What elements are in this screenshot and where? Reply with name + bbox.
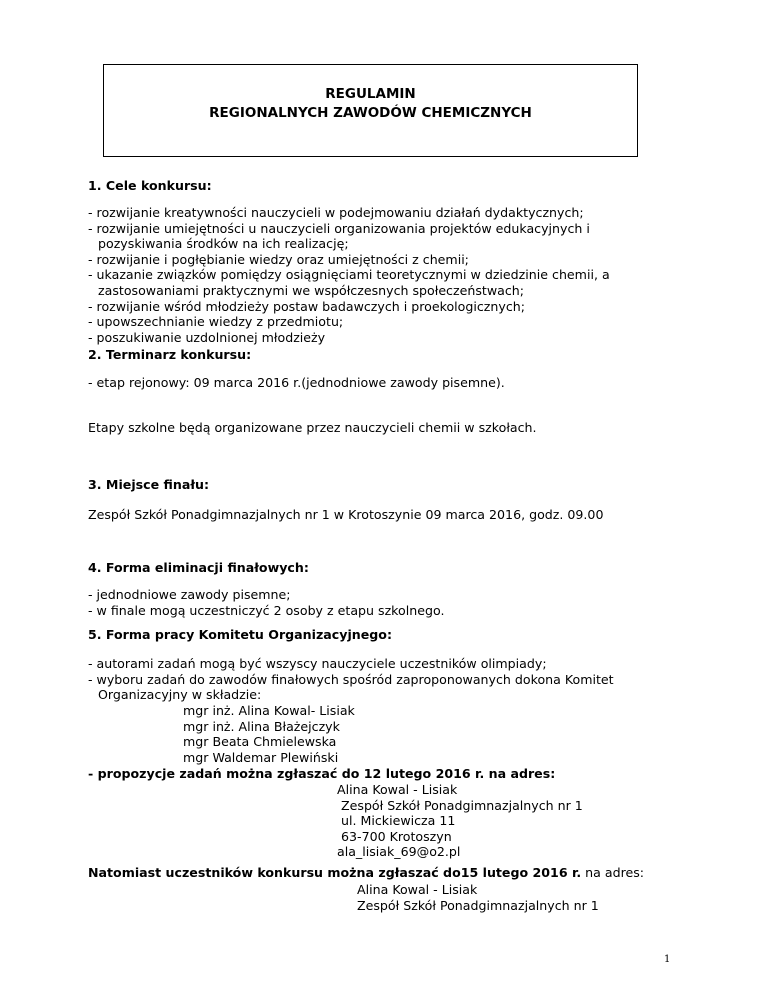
address-line: 63-700 Krotoszyn [337, 828, 452, 844]
address-line: Alina Kowal - Lisiak [357, 882, 478, 897]
committee-member: mgr inż. Alina Błażejczyk [183, 718, 340, 734]
section-1-list [88, 205, 698, 345]
page-number: 1 [664, 954, 671, 965]
committee-member: mgr inż. Alina Kowal- Lisiak [183, 703, 355, 718]
list-item: - w finale mogą uczestniczyć 2 osoby z etapu szkolnego. [88, 602, 445, 618]
section-2-heading: 2. Terminarz konkursu: [88, 347, 252, 362]
title-line-2: REGIONALNYCH ZAWODÓW CHEMICZNYCH [209, 105, 532, 121]
list-item: - upowszechnianie wiedzy z przedmiotu; [88, 314, 344, 330]
list-item: - ukazanie związków pomiędzy osiągnięciami teoretycznymi w dziedzinie chemii, a [88, 267, 610, 283]
list-item: pozyskiwania środków na ich realizację; [98, 236, 349, 252]
proposals-address [337, 782, 667, 860]
list-item: Organizacyjny w składzie: [98, 687, 262, 703]
section-5-list [88, 656, 698, 703]
title-box [103, 64, 638, 157]
committee-member: mgr Beata Chmielewska [183, 734, 337, 750]
list-item: - jednodniowe zawody pisemne; [88, 587, 291, 602]
participants-normal: na adres: [581, 865, 645, 880]
list-item: - wyboru zadań do zawodów finałowych spośród zaproponowanych dokona Komitet [88, 671, 614, 687]
address-line: Zespół Szkół Ponadgimnazjalnych nr 1 [337, 797, 583, 813]
participants-address [357, 882, 687, 913]
list-item: - rozwijanie wśród młodzieży postaw badawczych i proekologicznych; [88, 298, 525, 314]
committee-list [183, 703, 583, 765]
committee-member: mgr Waldemar Plewiński [183, 749, 339, 765]
address-line: ul. Mickiewicza 11 [337, 813, 456, 829]
list-item: zastosowaniami praktycznymi we współczesnych społeczeństwach; [98, 282, 524, 298]
section-4-list [88, 587, 698, 618]
section-2-line-1: - etap rejonowy: 09 marca 2016 r.(jednodniowe zawody pisemne). [88, 375, 505, 390]
list-item: - autorami zadań mogą być wszyscy nauczyciele uczestników olimpiady; [88, 656, 547, 671]
section-4-heading: 4. Forma eliminacji finałowych: [88, 560, 309, 575]
address-line: Alina Kowal - Lisiak [337, 782, 458, 797]
list-item: - poszukiwanie uzdolnionej młodzieży [88, 329, 326, 345]
list-item: - rozwijanie kreatywności nauczycieli w podejmowaniu działań dydaktycznych; [88, 205, 584, 220]
list-item: - rozwijanie umiejętności u nauczycieli organizowania projektów edukacyjnych i [88, 220, 590, 236]
section-5-heading: 5. Forma pracy Komitetu Organizacyjnego: [88, 627, 392, 642]
section-2-line-2: Etapy szkolne będą organizowane przez nauczycieli chemii w szkołach. [88, 420, 537, 435]
list-item: - rozwijanie i pogłębianie wiedzy oraz umiejętności z chemii; [88, 251, 469, 267]
section-1-heading: 1. Cele konkursu: [88, 178, 212, 193]
participants-line [88, 865, 698, 881]
section-3-heading: 3. Miejsce finału: [88, 477, 209, 492]
address-line: ala_lisiak_69@o2.pl [337, 844, 461, 860]
proposals-heading: - propozycje zadań można zgłaszać do 12 lutego 2016 r. na adres: [88, 766, 556, 781]
address-line: Zespół Szkół Ponadgimnazjalnych nr 1 [357, 897, 599, 913]
participants-bold: Natomiast uczestników konkursu można zgłaszać do15 lutego 2016 r. [88, 865, 582, 880]
title-line-1: REGULAMIN [325, 86, 416, 102]
section-3-line-1: Zespół Szkół Ponadgimnazjalnych nr 1 w Krotoszynie 09 marca 2016, godz. 09.00 [88, 507, 604, 522]
